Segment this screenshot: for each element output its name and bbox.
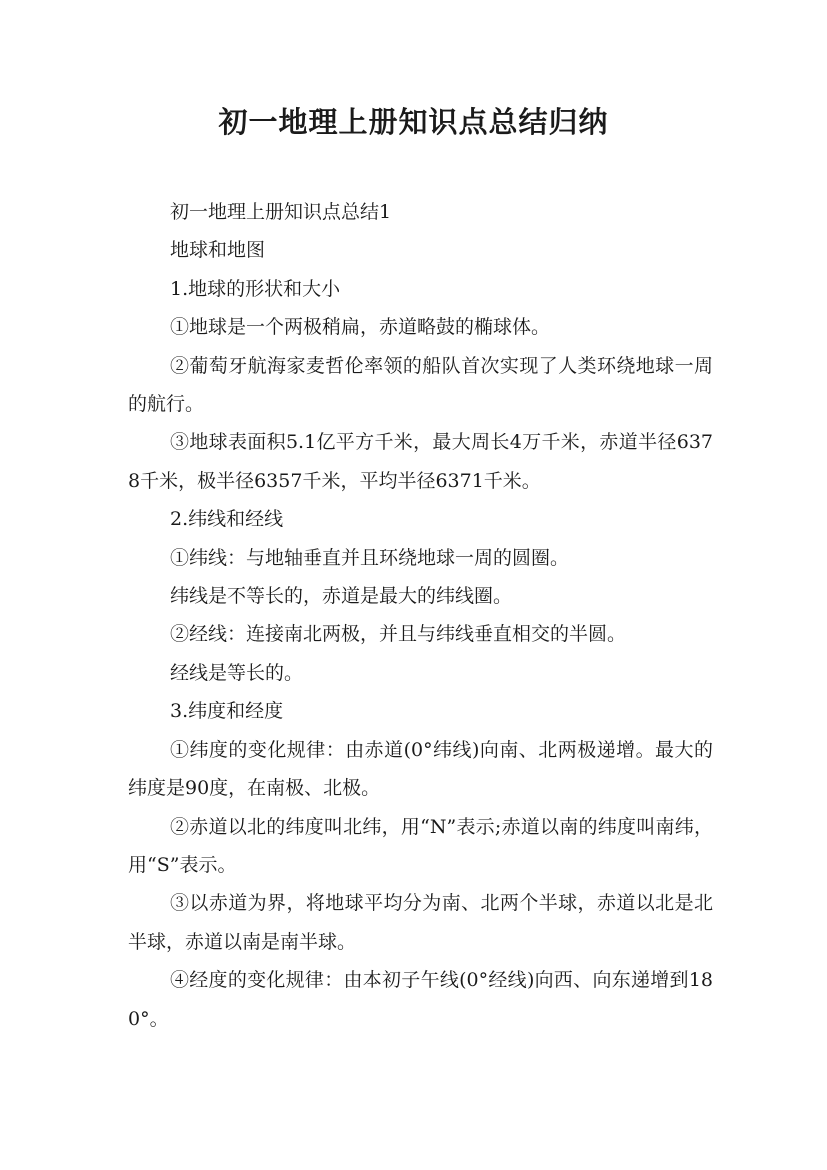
paragraph: ②赤道以北的纬度叫北纬，用“N”表示;赤道以南的纬度叫南纬，用“S”表示。 [128,815,713,876]
document-title: 初一地理上册知识点总结归纳 [218,105,609,139]
paragraph: ①纬度的变化规律：由赤道(0°纬线)向南、北两极递增。最大的纬度是90度，在南极、北极。 [128,738,713,800]
paragraph: ②经线：连接南北两极，并且与纬线垂直相交的半圆。 [170,623,627,646]
paragraph: ②葡萄牙航海家麦哲伦率领的船队首次实现了人类环绕地球一周的航行。 [128,354,713,416]
paragraph: ③以赤道为界，将地球平均分为南、北两个半球，赤道以北是北半球，赤道以南是南半球。 [128,892,713,953]
paragraph: ④经度的变化规律：由本初子午线(0°经线)向西、向东递增到180°。 [128,969,713,1030]
document-body [128,193,713,1038]
paragraph: 纬线是不等长的，赤道是最大的纬线圈。 [170,585,513,608]
heading-earth-shape-size: 1.地球的形状和大小 [170,277,341,300]
paragraph: ①纬线：与地轴垂直并且环绕地球一周的圆圈。 [170,546,570,569]
paragraph: ①地球是一个两极稍扁，赤道略鼓的椭球体。 [170,316,551,339]
section-heading-earth-and-maps: 地球和地图 [170,239,266,262]
heading-latitude-longitude: 3.纬度和经度 [170,700,284,723]
paragraph: ③地球表面积5.1亿平方千米，最大周长4万千米，赤道半径6378千米，极半径6357千米，平均半径6371千米。 [128,431,713,492]
heading-latitude-longitude-lines: 2.纬线和经线 [170,508,284,531]
paragraph: 经线是等长的。 [170,661,304,684]
subtitle-paragraph: 初一地理上册知识点总结1 [170,201,392,223]
